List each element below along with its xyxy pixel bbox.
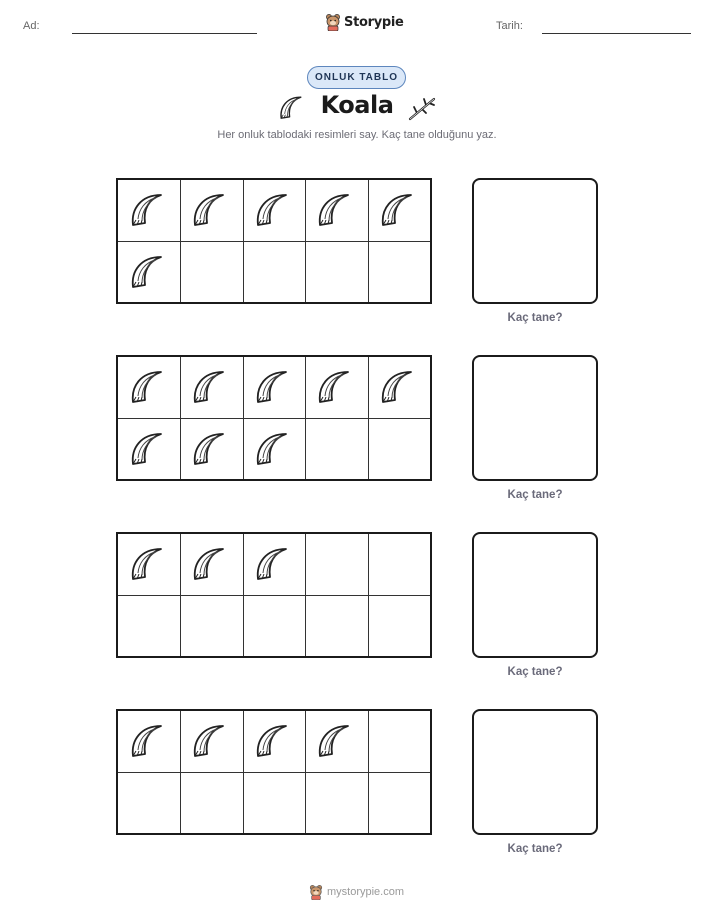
koala-claw-icon [314, 366, 354, 406]
koala-claw-icon [252, 720, 292, 760]
frame-cell [180, 534, 243, 596]
frame-cell [368, 596, 431, 658]
koala-claw-icon [252, 189, 292, 229]
page-title: Koala [320, 91, 394, 119]
name-line[interactable] [72, 33, 257, 34]
frame-cell [118, 596, 181, 658]
frame-cell [118, 419, 181, 481]
frame-cell [305, 357, 368, 419]
frame-cell [243, 773, 306, 835]
koala-claw-icon [189, 543, 229, 583]
name-label: Ad: [23, 20, 40, 32]
frame-cell [305, 596, 368, 658]
koala-claw-icon [252, 543, 292, 583]
frame-cell [118, 711, 181, 773]
frame-cell [305, 534, 368, 596]
frame-cell [243, 180, 306, 242]
frame-cell [118, 534, 181, 596]
koala-claw-icon [252, 428, 292, 468]
answer-box-1[interactable] [472, 178, 598, 304]
bear-logo-icon [325, 13, 341, 31]
answer-label-4: Kaç tane? [507, 843, 563, 855]
koala-claw-icon [314, 720, 354, 760]
eucalyptus-branch-icon [407, 94, 437, 122]
koala-claw-icon [277, 93, 305, 121]
date-line[interactable] [542, 33, 691, 34]
koala-claw-icon [377, 366, 417, 406]
koala-claw-icon [127, 543, 167, 583]
koala-claw-icon [127, 251, 167, 291]
category-badge: ONLUK TABLO [307, 66, 406, 89]
frame-cell [243, 357, 306, 419]
footer [309, 884, 404, 900]
frame-cell [368, 242, 431, 304]
frame-cell [180, 180, 243, 242]
koala-claw-icon [127, 428, 167, 468]
frame-cell [368, 419, 431, 481]
frame-cell [180, 596, 243, 658]
frame-cell [118, 180, 181, 242]
koala-claw-icon [127, 189, 167, 229]
frame-cell [243, 711, 306, 773]
frame-cell [243, 534, 306, 596]
koala-claw-icon [189, 720, 229, 760]
answer-label-1: Kaç tane? [507, 312, 563, 324]
koala-claw-icon [127, 720, 167, 760]
frame-cell [180, 357, 243, 419]
ten-frame-1 [116, 178, 432, 304]
koala-claw-icon [189, 189, 229, 229]
frame-cell [118, 773, 181, 835]
date-label: Tarih: [496, 20, 523, 32]
frame-cell [243, 242, 306, 304]
frame-cell [305, 711, 368, 773]
frame-cell [305, 242, 368, 304]
koala-claw-icon [314, 189, 354, 229]
koala-claw-icon [252, 366, 292, 406]
brand-name: Storypie [344, 14, 404, 30]
koala-claw-icon [189, 428, 229, 468]
brand-logo [325, 13, 404, 31]
ten-frame-3 [116, 532, 432, 658]
footer-url: mystorypie.com [327, 886, 405, 898]
instructions: Her onluk tablodaki resimleri say. Kaç tane olduğunu yaz. [217, 129, 497, 141]
frame-cell [368, 357, 431, 419]
frame-cell [305, 773, 368, 835]
frame-cell [180, 711, 243, 773]
koala-claw-icon [127, 366, 167, 406]
frame-cell [243, 596, 306, 658]
frame-cell [368, 180, 431, 242]
frame-cell [368, 534, 431, 596]
frame-cell [368, 773, 431, 835]
frame-cell [368, 711, 431, 773]
answer-box-3[interactable] [472, 532, 598, 658]
frame-cell [305, 419, 368, 481]
frame-cell [180, 773, 243, 835]
frame-cell [180, 419, 243, 481]
koala-claw-icon [377, 189, 417, 229]
answer-box-2[interactable] [472, 355, 598, 481]
answer-box-4[interactable] [472, 709, 598, 835]
answer-label-3: Kaç tane? [507, 666, 563, 678]
frame-cell [118, 357, 181, 419]
ten-frame-2 [116, 355, 432, 481]
answer-label-2: Kaç tane? [507, 489, 563, 501]
frame-cell [243, 419, 306, 481]
ten-frame-4 [116, 709, 432, 835]
frame-cell [305, 180, 368, 242]
frame-cell [180, 242, 243, 304]
koala-claw-icon [189, 366, 229, 406]
bear-logo-icon [309, 884, 323, 900]
frame-cell [118, 242, 181, 304]
